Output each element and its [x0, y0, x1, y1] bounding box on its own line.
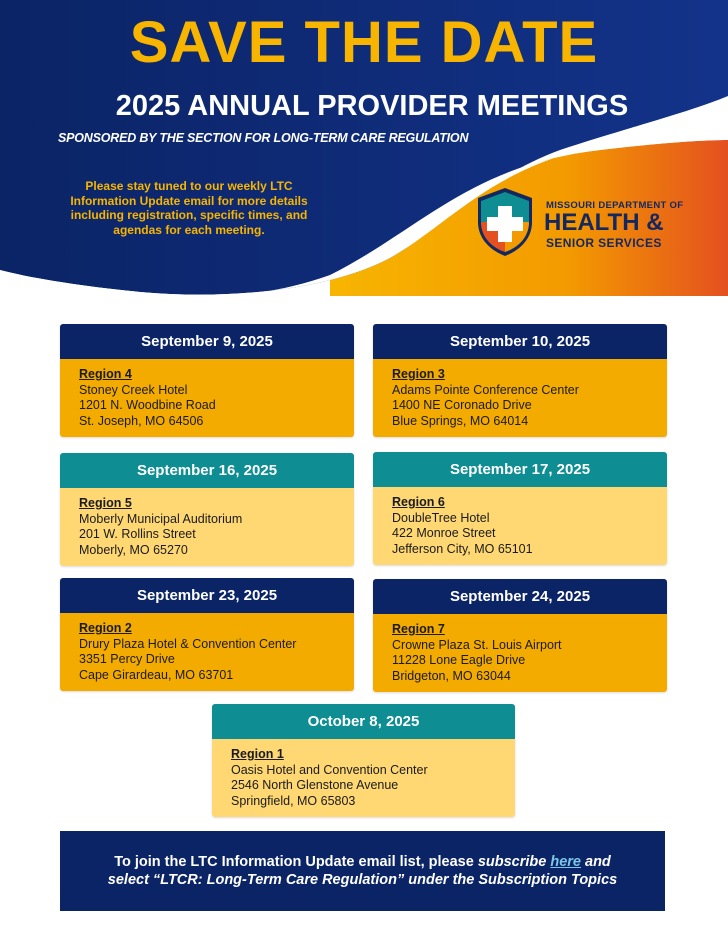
- meeting-date: October 8, 2025: [212, 704, 515, 739]
- venue-street: 2546 North Glenstone Avenue: [231, 778, 399, 792]
- venue-city: St. Joseph, MO 64506: [79, 413, 204, 428]
- meeting-date: September 10, 2025: [373, 324, 667, 359]
- region-label: Region 4: [79, 367, 132, 381]
- meeting-card-region-6: [373, 452, 667, 565]
- logo-text-line2: HEALTH &: [544, 209, 664, 236]
- save-the-date-title: SAVE THE DATE: [129, 10, 599, 75]
- venue-name: Drury Plaza Hotel & Convention Center: [79, 636, 297, 651]
- meeting-details: [373, 487, 667, 565]
- venue-city: Moberly, MO 65270: [79, 542, 188, 557]
- subscribe-text-2: subscribe: [477, 854, 551, 870]
- subscribe-text-1: To join the LTC Information Update email list, please: [114, 854, 478, 870]
- meeting-card-region-4: [60, 324, 354, 437]
- region-label: Region 6: [392, 495, 445, 509]
- meeting-details: [373, 359, 667, 437]
- subscribe-here-link[interactable]: here: [550, 854, 581, 870]
- venue-city: Springfield, MO 65803: [231, 793, 356, 808]
- meeting-date: September 16, 2025: [60, 453, 354, 488]
- region-label: Region 1: [231, 747, 284, 761]
- venue-street: 11228 Lone Eagle Drive: [392, 653, 526, 667]
- meeting-details: [373, 614, 667, 692]
- venue-city: Jefferson City, MO 65101: [392, 541, 533, 556]
- meeting-date: September 17, 2025: [373, 452, 667, 487]
- meeting-card-region-5: [60, 453, 354, 566]
- venue-name: Adams Pointe Conference Center: [392, 382, 579, 397]
- meeting-details: [212, 739, 515, 817]
- subscribe-text-3: and: [580, 854, 611, 870]
- shield-cross-icon: [474, 186, 536, 258]
- meeting-card-region-1: [212, 704, 515, 817]
- venue-city: Cape Girardeau, MO 63701: [79, 667, 234, 682]
- dhss-logo: [474, 186, 704, 258]
- meeting-details: [60, 488, 354, 566]
- venue-city: Bridgeton, MO 63044: [392, 668, 511, 683]
- venue-city: Blue Springs, MO 64014: [392, 413, 529, 428]
- stay-tuned-notice: Please stay tuned to our weekly LTC Information Update email for more details including registration, specific times, and agendas for each meeting.: [70, 179, 308, 237]
- region-label: Region 2: [79, 621, 132, 635]
- region-label: Region 3: [392, 367, 445, 381]
- logo-text-line3: SENIOR SERVICES: [546, 236, 662, 250]
- meeting-card-region-2: [60, 578, 354, 691]
- meeting-date: September 23, 2025: [60, 578, 354, 613]
- meeting-details: [60, 613, 354, 691]
- venue-street: 1400 NE Coronado Drive: [392, 398, 532, 412]
- annual-meetings-subtitle: 2025 ANNUAL PROVIDER MEETINGS: [115, 90, 629, 122]
- subscribe-text-4: select “LTCR: Long-Term Care Regulation” under the Subscription Topics: [107, 872, 618, 888]
- venue-name: Crowne Plaza St. Louis Airport: [392, 637, 562, 652]
- logo-text-line1: MISSOURI DEPARTMENT OF: [546, 200, 684, 211]
- venue-street: 1201 N. Woodbine Road: [79, 398, 216, 412]
- meeting-date: September 24, 2025: [373, 579, 667, 614]
- meeting-card-region-7: [373, 579, 667, 692]
- region-label: Region 5: [79, 496, 132, 510]
- venue-name: Stoney Creek Hotel: [79, 382, 188, 397]
- subscribe-banner: [60, 831, 665, 911]
- venue-street: 422 Monroe Street: [392, 526, 496, 540]
- venue-street: 201 W. Rollins Street: [79, 527, 196, 541]
- sponsor-line: SPONSORED BY THE SECTION FOR LONG-TERM CARE REGULATION: [58, 131, 469, 145]
- meeting-details: [60, 359, 354, 437]
- region-label: Region 7: [392, 622, 445, 636]
- venue-name: Moberly Municipal Auditorium: [79, 511, 243, 526]
- venue-street: 3351 Percy Drive: [79, 652, 175, 666]
- venue-name: DoubleTree Hotel: [392, 510, 490, 525]
- venue-name: Oasis Hotel and Convention Center: [231, 762, 428, 777]
- meeting-card-region-3: [373, 324, 667, 437]
- meeting-date: September 9, 2025: [60, 324, 354, 359]
